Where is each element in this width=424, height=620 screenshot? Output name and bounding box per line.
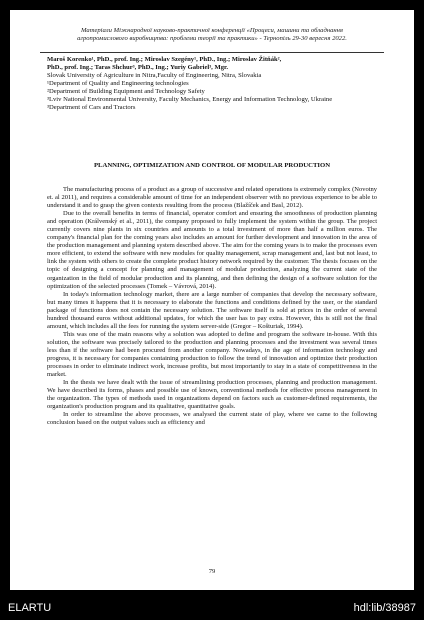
author-names: Maroš Korenko¹, PhD., prof. Ing.; Miroslav Szegény¹, PhD., Ing.; Miroslav Žitňák², [47,56,282,63]
paragraph: The manufacturing process of a product as a group of successive and related operations is extremely complex (Novotny et. al 2011), and requires a considerable amount of time for an independent observer with no previous experience to be able to understand it and to grasp the given contexts resulting from the process (Blažíček and Basl, 2012). [47,186,377,210]
handle-identifier: hdl:lib/38987 [353,602,416,614]
affiliation: ³Department of Cars and Tractors [47,104,136,111]
page-number: 79 [208,568,216,575]
paragraph: This was one of the main reasons why a solution was adopted to define and program the software in-house. With this solution, the software was precisely tailored to the production and planning processes and the investment was several times less than if the software had been procured from another company. Nowadays, in the age of information technology and progress, it is necessary for companies containing production to follow the trend of innovation and optimize their production processes in order to eliminate indirect work, increase profits, but most importantly to stay in a state of competitiveness in the market. [47,330,377,379]
header-divider [40,52,384,53]
header-line: Матеріали Міжнародної науково-практичної конференції «Процеси, машини та обладнання [81,27,343,34]
paragraph: In the thesis we have dealt with the issue of streamlining production processes, planning and production management. We have described its forms, phases and possible use of known, conventional methods for effective process management in the organization. The types of methods used in organizations depend on factors such as customer-defined requirements, the organization's production program and its qualitative, quantitative goals. [47,379,377,411]
affiliation: Slovak University of Agriculture in Nitra,Faculty of Engineering, Nitra, Slovakia [47,72,262,79]
header-line: агропромислового виробництва: проблеми теорії та практики» - Тернопіль 29-30 вересня 2022. [77,35,347,43]
affiliation: ³Lviv National Environmental University, Faculty Mechanics, Energy and Information Technology, Ukraine [47,96,333,103]
paper-title: PLANNING, OPTIMIZATION AND CONTROL OF MODULAR PRODUCTION [93,162,331,169]
repository-label: ELARTU [8,602,52,614]
body-text [47,186,377,427]
author-block [47,56,377,112]
affiliation: ²Department of Building Equipment and Technology Safety [47,88,205,95]
author-names: PhD., prof. Ing.; Taras Shchur³, PhD., Ing.; Yuriy Gabriel³, Mgr. [47,64,228,71]
affiliation: ¹Department of Quality and Engineering technologies [47,80,189,87]
paragraph: Due to the overall benefits in terms of financial, operator comfort and ensuring the smoothness of production planning and operation (Králvenský et al., 2011), the company proposed to fully implement the system within the group. The project currently covers nine plants in six countries and amounts to a total investment of more than half a million euros. The company's financial plan for the coming years also includes an amount for further development and innovation in the area of the production management and planning system described above. The aim for the coming years is to make the processes even more efficient, to extend the software with new modules for quality management, scrap management and, last but not least, to link the system with others to create the complete product history network required by the customer. The thesis focuses on the topic of designing a concept for planning and management of modular production, analyzing the current state of the organization in the field of modular production and its planning, and then defining the design of a software solution for the optimization of the selected processes (Tomek – Vávrová, 2014). [47,210,377,290]
paragraph: In order to streamline the above processes, we analysed the current state of play, where we came to the following conclusion based on the output values such as efficiency and [47,411,377,427]
document-page [10,10,414,590]
viewer-footer [0,596,424,620]
paragraph: In today's information technology market, there are a large number of companies that develop the necessary software, but many times it happens that it is necessary to elaborate the functions and conditions defined by the user, or the standard package of functions does not contain the necessary solution. The software itself is sold at prices in the order of several hundred thousand euros without additional updates, for which the user has to pay extra. However, this is still not the final amount, which includes all the fees for running the system server-side (Gregor – Košturiak, 1994). [47,290,377,330]
conference-header [40,27,384,43]
